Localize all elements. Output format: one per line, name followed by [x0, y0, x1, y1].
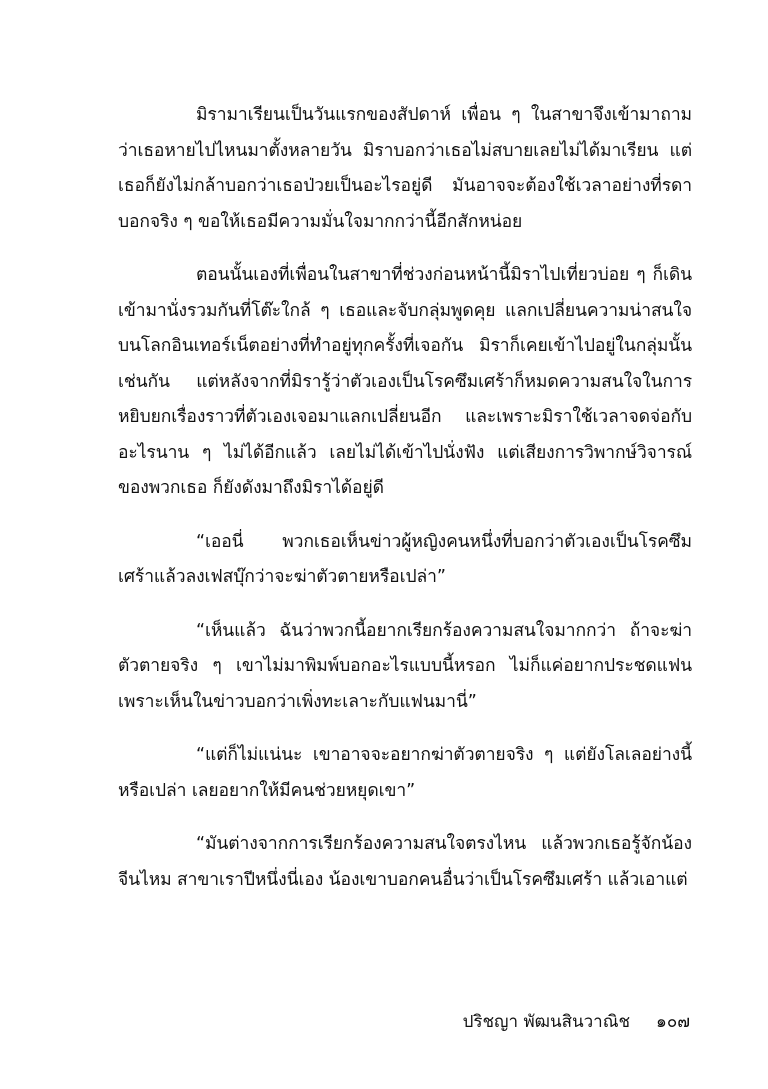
page-footer [0, 1010, 690, 1034]
page-number: ๑๐๗ [656, 1012, 690, 1032]
page-body [118, 98, 692, 898]
paragraph-1: มิรามาเรียนเป็นวันแรกของสัปดาห์ เพื่อน ๆ ในสาขาจึงเข้ามาถามว่าเธอหายไปไหนมาตั้งหลายวัน มิราบอกว่าเธอไม่สบายเลยไม่ได้มาเรียน แต่เธอก็ยังไม่กล้าบอกว่าเธอป่วยเป็นอะไรอยู่ดี มันอาจจะต้องใช้เวลาอย่างที่รดาบอกจริง ๆ ขอให้เธอมีความมั่นใจมากกว่านี้อีกสักหน่อย [118, 105, 692, 232]
footer-author: ปริชญา พัฒนสินวาณิช [462, 1012, 631, 1032]
paragraph-5: “แต่ก็ไม่แน่นะ เขาอาจจะอยากฆ่าตัวตายจริง ๆ แต่ยังโลเลอย่างนี้หรือเปล่า เลยอยากให้มีคนช่วยหยุดเขา” [118, 745, 692, 801]
paragraph-4: “เห็นแล้ว ฉันว่าพวกนี้อยากเรียกร้องความสนใจมากกว่า ถ้าจะฆ่าตัวตายจริง ๆ เขาไม่มาพิมพ์บอกอะไรแบบนี้หรอก ไม่ก็แค่อยากประชดแฟนเพราะเห็นในข่าวบอกว่าเพิ่งทะเลาะกับแฟนมานี่” [118, 620, 692, 712]
paragraph-6: “มันต่างจากการเรียกร้องความสนใจตรงไหน แล้วพวกเธอรู้จักน้องจีนไหม สาขาเราปีหนึ่งนี่เอง น้องเขาบอกคนอื่นว่าเป็นโรคซึมเศร้า แล้วเอาแต่ [118, 834, 692, 890]
paragraph-2: ตอนนั้นเองที่เพื่อนในสาขาที่ช่วงก่อนหน้านี้มิราไปเที่ยวบ่อย ๆ ก็เดินเข้ามานั่งรวมกันที่โต๊ะใกล้ ๆ เธอและจับกลุ่มพูดคุย แลกเปลี่ยนความน่าสนใจบนโลกอินเทอร์เน็ตอย่างที่ทำอยู่ทุกครั้งที่เจอกัน มิราก็เคยเข้าไปอยู่ในกลุ่มนั้นเช่นกัน แต่หลังจากที่มิรารู้ว่าตัวเองเป็นโรคซึมเศร้าก็หมดความสนใจในการหยิบยกเรื่องราวที่ตัวเองเจอมาแลกเปลี่ยนอีก และเพราะมิราใช้เวลาจดจ่อกับอะไรนาน ๆ ไม่ได้อีกแล้ว เลยไม่ได้เข้าไปนั่งฟัง แต่เสียงการวิพากษ์วิจารณ์ของพวกเธอ ก็ยังดังมาถึงมิราได้อยู่ดี [118, 265, 692, 498]
paragraph-3: “เออนี่ พวกเธอเห็นข่าวผู้หญิงคนหนึ่งที่บอกว่าตัวเองเป็นโรคซึมเศร้าแล้วลงเฟสบุ๊กว่าจะฆ่าตัวตายหรือเปล่า” [118, 531, 692, 587]
